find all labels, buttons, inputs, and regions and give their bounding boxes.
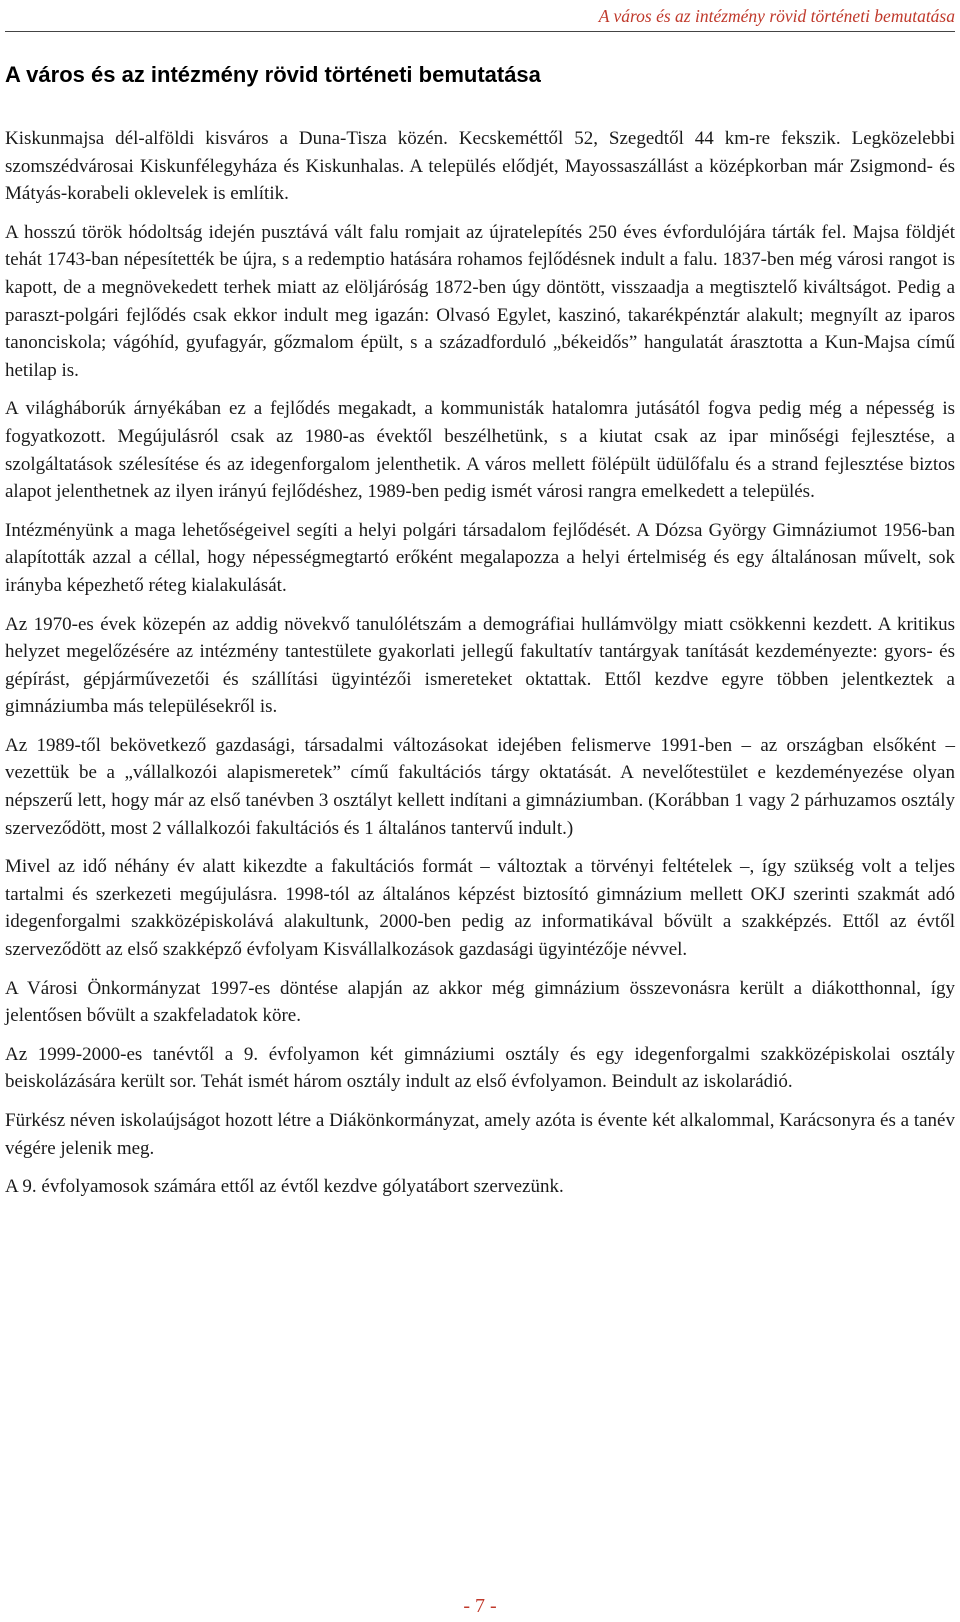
running-header: A város és az intézmény rövid történeti bemutatása [598, 6, 955, 26]
paragraph-4: Intézményünk a maga lehetőségeivel segíti a helyi polgári társadalom fejlődését. A Dózsa György Gimnáziumot 1956-ban alapították azzal a céllal, hogy népességmegtartó erőként megalapozza a helyi értelmiség és egy általánosan művelt, sok irányba képezhető réteg kialakulását. [5, 519, 955, 596]
paragraph-10: Fürkész néven iskolaújságot hozott létre a Diákönkormányzat, amely azóta is évente két alkalommal, Karácsonyra és a tanév végére jelenik meg. [5, 1110, 955, 1159]
paragraph-1: Kiskunmajsa dél-alföldi kisváros a Duna-Tisza közén. Kecskeméttől 52, Szegedtől 44 km-re fekszik. Legközelebbi szomszédvárosai Kiskunfélegyháza és Kiskunhalas. A település elődjét, Mayossaszállást a középkorban már Zsigmond- és Mátyás-korabeli oklevelek is említik. [5, 128, 955, 205]
paragraph-3: A világháborúk árnyékában ez a fejlődés megakadt, a kommunisták hatalomra jutásától fogva pedig még a népesség is fogyatkozott. Megújulásról csak az 1980-as évektől beszélhetünk, s a kiutat csak az ipar minőségi fejlesztése, a szolgáltatások szélesítése és az idegenforgalom jelenthetik. A város mellett fölépült üdülőfalu és a strand fejlesztése biztos alapot jelenthetnek az ilyen irányú fejlődéshez, 1989-ben pedig ismét városi rangra emelkedett a település. [5, 398, 955, 503]
page-number: - 7 - [463, 1595, 497, 1617]
paragraph-9: Az 1999-2000-es tanévtől a 9. évfolyamon két gimnáziumi osztály és egy idegenforgalmi szakközépiskolai osztály beiskolázására került sor. Tehát ismét három osztály indult az első évfolyamon. Beindult az iskolarádió. [5, 1043, 955, 1093]
paragraph-5: Az 1970-es évek közepén az addig növekvő tanulólétszám a demográfiai hullámvölgy miatt csökkenni kezdett. A kritikus helyzet megelőzésére az intézmény tantestülete gyakorlati jellegű fakultatív tantárgyak tanítását kezdeményezte: gyors- és gépírást, gépjárművezetői és szállítási ügyintézői ismereteket oktattak. Ettől kezdve egyre többen jelentkeztek a gimnáziumba más településekről is. [5, 613, 955, 718]
section-title: A város és az intézmény rövid történeti bemutatása [5, 62, 541, 87]
header-rule [5, 31, 955, 32]
paragraph-2: A hosszú török hódoltság idején pusztává vált falu romjait az újratelepítés 250 éves évfordulójára tárták fel. Majsa földjét tehát 1743-ban népesítették be újra, s a redemptio hatására rohamos fejlődésnek indult a falu. 1837-ben még városi rangot is kapott, de a megnövekedett terhek miatt az elöljáróság 1872-ben úgy döntött, visszaadja a megtisztelő kiváltságot. Pedig a paraszt-polgári fejlődés csak ekkor indult meg igazán: Olvasó Egylet, kaszinó, takarékpénztár alakult; megnyílt az iparos tanonciskola; vágóhíd, gyufagyár, gőzmalom épült, s a századforduló „békeidős” hangulatát árasztotta a Kun-Majsa című hetilap is. [5, 221, 955, 381]
paragraph-11: A 9. évfolyamosok számára ettől az évtől kezdve gólyatábort szervezünk. [5, 1176, 564, 1198]
paragraph-8: A Városi Önkormányzat 1997-es döntése alapján az akkor még gimnázium összevonásra került a diákotthonnal, így jelentősen bővült a szakfeladatok köre. [5, 977, 955, 1027]
body-text [5, 125, 955, 1212]
paragraph-6: Az 1989-től bekövetkező gazdasági, társadalmi változásokat idejében felismerve 1991-ben – az országban elsőként – vezettük be a „vállalkozói alapismeretek” című fakultációs tárgy oktatását. A nevelőtestület e kezdeményezése olyan népszerű lett, hogy már az első tanévben 3 osztályt kellett indítani a gimnáziumban. (Korábban 1 vagy 2 párhuzamos osztály szerveződött, most 2 vállalkozói fakultációs és 1 általános tantervű indult.) [5, 734, 955, 839]
paragraph-7: Mivel az idő néhány év alatt kikezdte a fakultációs formát – változtak a törvényi feltételek –, így szükség volt a teljes tartalmi és szerkezeti megújulásra. 1998-tól az általános képzést biztosító gimnázium mellett OKJ szerinti szakmát adó idegenforgalmi szakközépiskolává alakultunk, 2000-ben pedig az informatikával bővült a szakképzés. Ettől az évtől szerveződött az első szakképző évfolyam Kisvállalkozások gazdasági ügyintézője névvel. [5, 856, 955, 961]
